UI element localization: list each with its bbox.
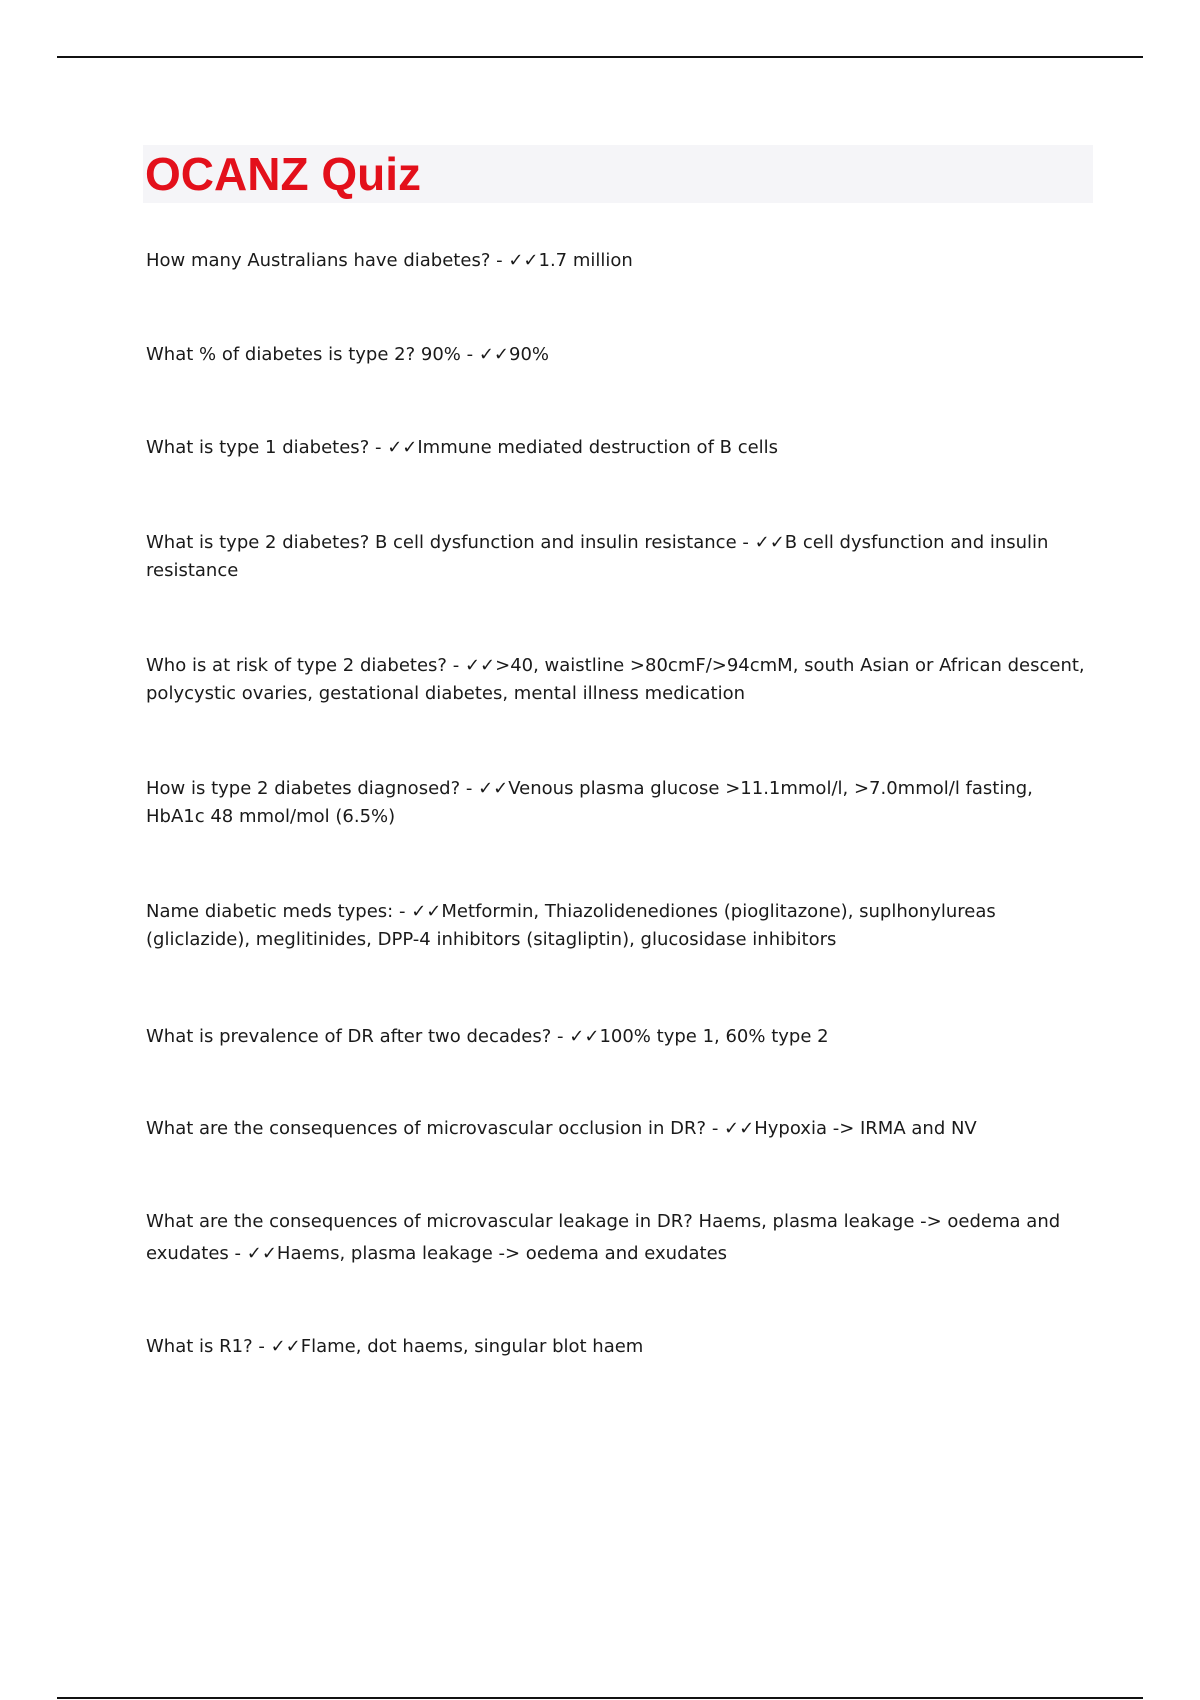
double-check-icon: ✓✓ xyxy=(508,250,539,271)
question-text: What are the consequences of microvascular occlusion in DR? xyxy=(146,1118,707,1139)
separator: - xyxy=(490,250,509,271)
separator: - xyxy=(460,344,479,365)
question-text: Name diabetic meds types: xyxy=(146,901,394,922)
question-text: Who is at risk of type 2 diabetes? xyxy=(146,655,447,676)
page-title: OCANZ Quiz xyxy=(145,148,421,200)
answer-text: 90% xyxy=(509,344,550,365)
double-check-icon: ✓✓ xyxy=(569,1026,600,1047)
double-check-icon: ✓✓ xyxy=(724,1118,755,1139)
double-check-icon: ✓✓ xyxy=(754,532,785,553)
double-check-icon: ✓✓ xyxy=(270,1336,301,1357)
question-text: What is R1? xyxy=(146,1336,253,1357)
answer-text: 1.7 million xyxy=(538,250,633,271)
qa-item-10 xyxy=(146,1206,1096,1270)
qa-item-4 xyxy=(146,529,1096,585)
separator: - xyxy=(736,532,755,553)
question-text: How many Australians have diabetes? xyxy=(146,250,491,271)
answer-text: B cell dysfunction and insulin resistance xyxy=(146,532,1049,581)
double-check-icon: ✓✓ xyxy=(478,778,509,799)
answer-text: >40, waistline >80cmF/>94cmM, south Asian or African descent, polycystic ovaries, gestational diabetes, mental illness medication xyxy=(146,655,1085,704)
top-rule xyxy=(57,56,1143,58)
answer-text: Hypoxia -> IRMA and NV xyxy=(754,1118,977,1139)
question-text: What is prevalence of DR after two decades? xyxy=(146,1026,552,1047)
separator: - xyxy=(228,1243,247,1264)
separator: - xyxy=(369,437,388,458)
qa-item-6 xyxy=(146,775,1096,831)
double-check-icon: ✓✓ xyxy=(411,901,442,922)
separator: - xyxy=(393,901,412,922)
double-check-icon: ✓✓ xyxy=(478,344,509,365)
double-check-icon: ✓✓ xyxy=(464,655,496,676)
title-banner xyxy=(143,145,1093,203)
qa-item-7 xyxy=(146,898,1096,954)
double-check-icon: ✓✓ xyxy=(387,437,418,458)
answer-text: Haems, plasma leakage -> oedema and exudates xyxy=(276,1243,728,1264)
question-text: What are the consequences of microvascular leakage in DR? Haems, plasma leakage -> oedema and exudates xyxy=(146,1211,1061,1264)
separator: - xyxy=(446,655,465,676)
answer-text: Venous plasma glucose >11.1mmol/l, >7.0mmol/l fasting, HbA1c 48 mmol/mol (6.5%) xyxy=(146,778,1033,827)
qa-item-1 xyxy=(146,247,1096,275)
qa-item-3 xyxy=(146,434,1096,462)
question-text: How is type 2 diabetes diagnosed? xyxy=(146,778,461,799)
bottom-rule xyxy=(57,1697,1143,1699)
answer-text: Metformin, Thiazolidenediones (pioglitazone), suplhonylureas (gliclazide), meglitinides, DPP-4 inhibitors (sitagliptin), glucosidase inhibitors xyxy=(146,901,996,950)
answer-text: Immune mediated destruction of B cells xyxy=(417,437,779,458)
separator: - xyxy=(706,1118,725,1139)
separator: - xyxy=(252,1336,271,1357)
qa-item-9 xyxy=(146,1115,1096,1143)
qa-item-11 xyxy=(146,1333,1096,1361)
separator: - xyxy=(460,778,479,799)
double-check-icon: ✓✓ xyxy=(246,1243,277,1264)
question-text: What % of diabetes is type 2? 90% xyxy=(146,344,461,365)
answer-text: Flame, dot haems, singular blot haem xyxy=(300,1336,644,1357)
qa-item-2 xyxy=(146,341,1096,369)
answer-text: 100% type 1, 60% type 2 xyxy=(599,1026,829,1047)
qa-item-8 xyxy=(146,1023,1096,1051)
question-text: What is type 1 diabetes? xyxy=(146,437,370,458)
question-text: What is type 2 diabetes? B cell dysfunction and insulin resistance xyxy=(146,532,737,553)
qa-item-5 xyxy=(146,652,1096,708)
separator: - xyxy=(551,1026,570,1047)
